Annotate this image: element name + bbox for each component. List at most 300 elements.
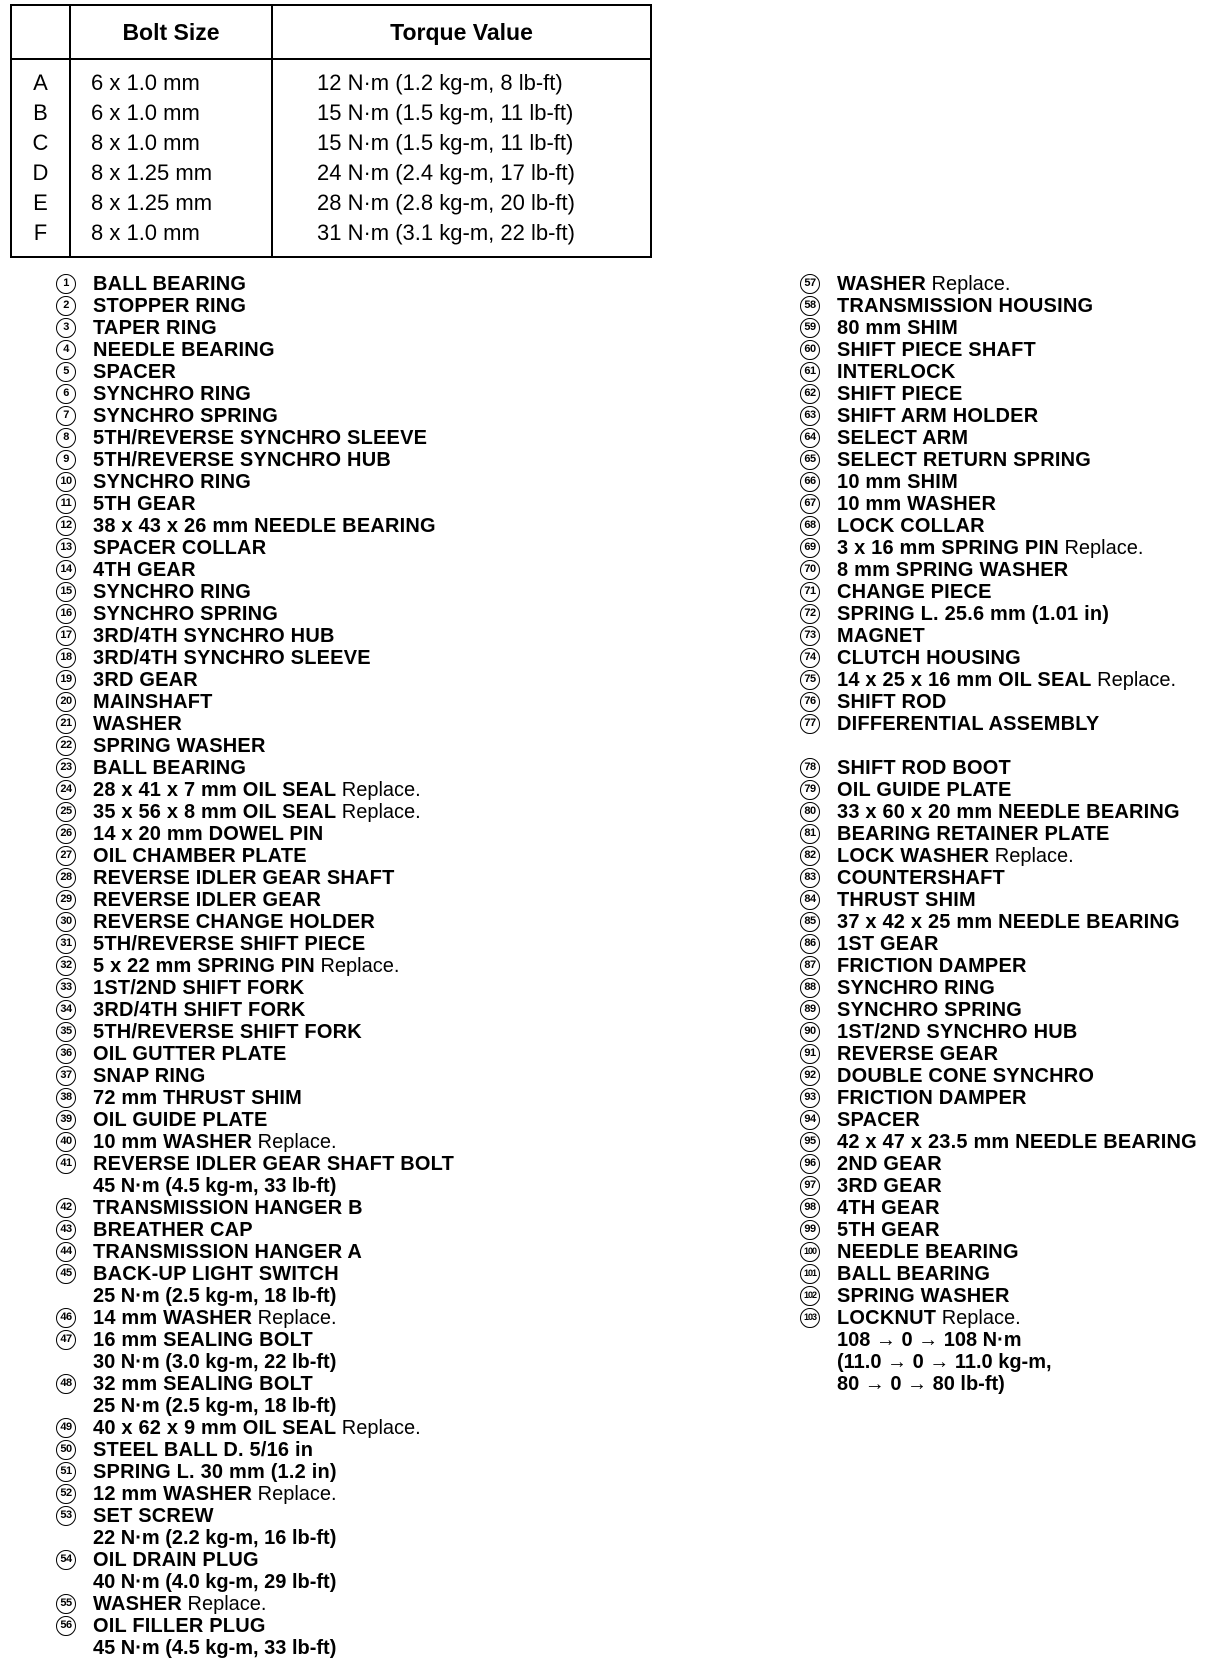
part-name: 3RD GEAR xyxy=(837,1175,942,1197)
part-name: SELECT RETURN SPRING xyxy=(837,449,1092,471)
torque-value-cell: 24 N·m (2.4 kg-m, 17 lb-ft) xyxy=(272,158,651,188)
list-item xyxy=(800,757,1216,779)
circled-number-icon: 7 xyxy=(56,406,76,426)
part-name: 5TH/REVERSE SHIFT PIECE xyxy=(93,933,366,955)
column-header-letter xyxy=(11,5,70,59)
circled-number-icon: 44 xyxy=(56,1242,76,1262)
part-name: SPACER xyxy=(837,1109,921,1131)
table-row xyxy=(11,218,651,257)
part-spec: 108 → 0 → 108 N·m xyxy=(837,1329,1022,1351)
bolt-size-cell: 8 x 1.0 mm xyxy=(70,218,272,257)
part-name: BACK-UP LIGHT SWITCH xyxy=(93,1263,339,1285)
list-item xyxy=(56,405,616,427)
list-item xyxy=(56,1065,616,1087)
part-spec: 45 N·m (4.5 kg-m, 33 lb-ft) xyxy=(93,1175,337,1197)
part-note: Replace. xyxy=(320,955,400,977)
list-item xyxy=(56,1307,616,1329)
circled-number-icon: 63 xyxy=(800,406,820,426)
part-name: OIL DRAIN PLUG xyxy=(93,1549,259,1571)
part-name: 3RD/4TH SYNCHRO SLEEVE xyxy=(93,647,371,669)
circled-number-icon: 84 xyxy=(800,890,820,910)
part-name: TRANSMISSION HOUSING xyxy=(837,295,1094,317)
column-header-torque-value: Torque Value xyxy=(272,5,651,59)
part-name: TRANSMISSION HANGER A xyxy=(93,1241,363,1263)
circled-number-icon: 102 xyxy=(800,1286,820,1306)
circled-number-icon: 95 xyxy=(800,1132,820,1152)
circled-number-icon: 33 xyxy=(56,978,76,998)
list-item xyxy=(800,669,1216,691)
list-item xyxy=(56,1021,616,1043)
circled-number-icon: 37 xyxy=(56,1066,76,1086)
circled-number-icon: 81 xyxy=(800,824,820,844)
list-item xyxy=(800,471,1216,493)
list-item xyxy=(56,1263,616,1307)
part-name: 5TH GEAR xyxy=(837,1219,940,1241)
part-name: 1ST/2ND SYNCHRO HUB xyxy=(837,1021,1078,1043)
list-item xyxy=(800,1087,1216,1109)
part-name: SYNCHRO RING xyxy=(837,977,995,999)
circled-number-icon: 45 xyxy=(56,1264,76,1284)
row-letter: D xyxy=(32,160,49,185)
list-item xyxy=(800,1197,1216,1219)
list-item xyxy=(56,1197,616,1219)
part-name: 5TH/REVERSE SYNCHRO SLEEVE xyxy=(93,427,428,449)
torque-value-cell: 28 N·m (2.8 kg-m, 20 lb-ft) xyxy=(272,188,651,218)
part-name: REVERSE IDLER GEAR SHAFT BOLT xyxy=(93,1153,455,1175)
part-name: TRANSMISSION HANGER B xyxy=(93,1197,363,1219)
torque-value-cell: 15 N·m (1.5 kg-m, 11 lb-ft) xyxy=(272,128,651,158)
list-item xyxy=(800,537,1216,559)
bolt-size-cell: 8 x 1.25 mm xyxy=(70,158,272,188)
circled-number-icon: 97 xyxy=(800,1176,820,1196)
part-name: 2ND GEAR xyxy=(837,1153,942,1175)
circled-number-icon: 39 xyxy=(56,1110,76,1130)
circled-number-icon: 60 xyxy=(800,340,820,360)
circled-number-icon: 85 xyxy=(800,912,820,932)
list-item xyxy=(56,977,616,999)
circled-number-icon: 54 xyxy=(56,1550,76,1570)
list-item xyxy=(56,845,616,867)
parts-list-left xyxy=(56,273,616,1659)
list-item xyxy=(56,1373,616,1417)
part-name: SPACER COLLAR xyxy=(93,537,267,559)
circled-number-icon: 67 xyxy=(800,494,820,514)
circled-number-icon: 40 xyxy=(56,1132,76,1152)
part-name: OIL GUIDE PLATE xyxy=(93,1109,268,1131)
list-item xyxy=(800,713,1216,735)
part-name: 14 x 20 mm DOWEL PIN xyxy=(93,823,324,845)
list-item xyxy=(56,581,616,603)
list-item xyxy=(800,625,1216,647)
part-name: REVERSE IDLER GEAR SHAFT xyxy=(93,867,395,889)
list-item xyxy=(56,1241,616,1263)
list-item xyxy=(800,691,1216,713)
circled-number-icon: 68 xyxy=(800,516,820,536)
part-name: 10 mm SHIM xyxy=(837,471,958,493)
part-name: 1ST/2ND SHIFT FORK xyxy=(93,977,305,999)
circled-number-icon: 49 xyxy=(56,1418,76,1438)
list-item xyxy=(800,581,1216,603)
table-body xyxy=(11,59,651,257)
circled-number-icon: 27 xyxy=(56,846,76,866)
part-name: 5TH/REVERSE SYNCHRO HUB xyxy=(93,449,391,471)
list-item xyxy=(56,493,616,515)
part-note: Replace. xyxy=(341,1417,421,1439)
list-item xyxy=(56,735,616,757)
part-name: COUNTERSHAFT xyxy=(837,867,1005,889)
list-item xyxy=(56,1109,616,1131)
part-name: MAINSHAFT xyxy=(93,691,213,713)
circled-number-icon: 50 xyxy=(56,1440,76,1460)
circled-number-icon: 42 xyxy=(56,1198,76,1218)
part-spec: 45 N·m (4.5 kg-m, 33 lb-ft) xyxy=(93,1637,337,1659)
torque-value-cell: 15 N·m (1.5 kg-m, 11 lb-ft) xyxy=(272,98,651,128)
circled-number-icon: 51 xyxy=(56,1462,76,1482)
list-item xyxy=(56,339,616,361)
circled-number-icon: 92 xyxy=(800,1066,820,1086)
list-item xyxy=(56,449,616,471)
circled-number-icon: 15 xyxy=(56,582,76,602)
circled-number-icon: 11 xyxy=(56,494,76,514)
circled-number-icon: 12 xyxy=(56,516,76,536)
list-item xyxy=(56,933,616,955)
table-row xyxy=(11,158,651,188)
circled-number-icon: 34 xyxy=(56,1000,76,1020)
list-item xyxy=(800,493,1216,515)
list-item xyxy=(800,317,1216,339)
part-note: Replace. xyxy=(341,801,421,823)
list-item xyxy=(800,273,1216,295)
part-note: Replace. xyxy=(931,273,1011,295)
torque-value-cell: 12 N·m (1.2 kg-m, 8 lb-ft) xyxy=(272,59,651,98)
circled-number-icon: 17 xyxy=(56,626,76,646)
part-name: NEEDLE BEARING xyxy=(837,1241,1019,1263)
circled-number-icon: 73 xyxy=(800,626,820,646)
circled-number-icon: 4 xyxy=(56,340,76,360)
part-name: REVERSE CHANGE HOLDER xyxy=(93,911,376,933)
part-name: OIL GUIDE PLATE xyxy=(837,779,1012,801)
part-name: SPRING L. 25.6 mm (1.01 in) xyxy=(837,603,1110,625)
part-spec: 80 → 0 → 80 lb-ft) xyxy=(837,1373,1005,1395)
list-item xyxy=(800,1285,1216,1307)
part-name: FRICTION DAMPER xyxy=(837,1087,1027,1109)
list-item xyxy=(56,1043,616,1065)
list-item xyxy=(56,1439,616,1461)
list-item xyxy=(800,1021,1216,1043)
part-name: SPACER xyxy=(93,361,177,383)
circled-number-icon: 55 xyxy=(56,1594,76,1614)
list-item xyxy=(800,647,1216,669)
list-item xyxy=(56,559,616,581)
circled-number-icon: 26 xyxy=(56,824,76,844)
list-item xyxy=(56,1087,616,1109)
part-name: SHIFT PIECE SHAFT xyxy=(837,339,1036,361)
circled-number-icon: 8 xyxy=(56,428,76,448)
circled-number-icon: 21 xyxy=(56,714,76,734)
circled-number-icon: 16 xyxy=(56,604,76,624)
circled-number-icon: 76 xyxy=(800,692,820,712)
circled-number-icon: 75 xyxy=(800,670,820,690)
list-item xyxy=(800,955,1216,977)
circled-number-icon: 66 xyxy=(800,472,820,492)
circled-number-icon: 30 xyxy=(56,912,76,932)
table-row xyxy=(11,98,651,128)
part-name: 4TH GEAR xyxy=(93,559,196,581)
circled-number-icon: 1 xyxy=(56,274,76,294)
circled-number-icon: 23 xyxy=(56,758,76,778)
circled-number-icon: 18 xyxy=(56,648,76,668)
part-name: REVERSE IDLER GEAR xyxy=(93,889,322,911)
circled-number-icon: 5 xyxy=(56,362,76,382)
circled-number-icon: 31 xyxy=(56,934,76,954)
list-item xyxy=(800,1153,1216,1175)
part-name: WASHER xyxy=(93,1593,182,1615)
part-note: Replace. xyxy=(1064,537,1144,559)
part-note: Replace. xyxy=(994,845,1074,867)
part-name: 72 mm THRUST SHIM xyxy=(93,1087,302,1109)
part-spec: 40 N·m (4.0 kg-m, 29 lb-ft) xyxy=(93,1571,337,1593)
circled-number-icon: 20 xyxy=(56,692,76,712)
part-name: BALL BEARING xyxy=(93,757,247,779)
list-item xyxy=(56,801,616,823)
list-item xyxy=(56,1593,616,1615)
circled-number-icon: 36 xyxy=(56,1044,76,1064)
part-name: 5 x 22 mm SPRING PIN xyxy=(93,955,315,977)
row-letter: A xyxy=(33,70,48,95)
part-name: SNAP RING xyxy=(93,1065,206,1087)
circled-number-icon: 35 xyxy=(56,1022,76,1042)
list-item xyxy=(800,603,1216,625)
list-item xyxy=(56,295,616,317)
list-item xyxy=(800,1043,1216,1065)
part-spec: (11.0 → 0 → 11.0 kg-m, xyxy=(837,1351,1052,1373)
list-item xyxy=(56,1131,616,1153)
list-item xyxy=(800,845,1216,867)
part-name: BALL BEARING xyxy=(93,273,247,295)
list-item xyxy=(800,1263,1216,1285)
list-item xyxy=(800,1175,1216,1197)
part-spec: 22 N·m (2.2 kg-m, 16 lb-ft) xyxy=(93,1527,337,1549)
list-item xyxy=(800,823,1216,845)
part-name: WASHER xyxy=(837,273,926,295)
part-name: LOCK WASHER xyxy=(837,845,990,867)
table-row xyxy=(11,59,651,98)
circled-number-icon: 28 xyxy=(56,868,76,888)
part-name: 10 mm WASHER xyxy=(93,1131,253,1153)
part-name: NEEDLE BEARING xyxy=(93,339,275,361)
table-header-row xyxy=(11,5,651,59)
part-name: 3RD GEAR xyxy=(93,669,198,691)
circled-number-icon: 14 xyxy=(56,560,76,580)
list-item xyxy=(56,1505,616,1549)
table-row xyxy=(11,188,651,218)
part-name: OIL GUTTER PLATE xyxy=(93,1043,287,1065)
list-item xyxy=(56,1417,616,1439)
list-item xyxy=(56,955,616,977)
circled-number-icon: 90 xyxy=(800,1022,820,1042)
torque-table xyxy=(10,4,652,258)
list-item xyxy=(56,647,616,669)
part-name: CLUTCH HOUSING xyxy=(837,647,1021,669)
circled-number-icon: 69 xyxy=(800,538,820,558)
part-name: 3RD/4TH SYNCHRO HUB xyxy=(93,625,335,647)
part-name: BEARING RETAINER PLATE xyxy=(837,823,1110,845)
part-name: OIL CHAMBER PLATE xyxy=(93,845,307,867)
circled-number-icon: 2 xyxy=(56,296,76,316)
part-name: 33 x 60 x 20 mm NEEDLE BEARING xyxy=(837,801,1180,823)
circled-number-icon: 78 xyxy=(800,758,820,778)
circled-number-icon: 53 xyxy=(56,1506,76,1526)
part-name: INTERLOCK xyxy=(837,361,956,383)
part-name: SYNCHRO RING xyxy=(93,383,251,405)
circled-number-icon: 9 xyxy=(56,450,76,470)
circled-number-icon: 100 xyxy=(800,1242,820,1262)
list-item xyxy=(800,801,1216,823)
list-item xyxy=(56,757,616,779)
list-item xyxy=(56,1615,616,1659)
circled-number-icon: 38 xyxy=(56,1088,76,1108)
circled-number-icon: 22 xyxy=(56,736,76,756)
circled-number-icon: 48 xyxy=(56,1374,76,1394)
circled-number-icon: 29 xyxy=(56,890,76,910)
circled-number-icon: 64 xyxy=(800,428,820,448)
circled-number-icon: 25 xyxy=(56,802,76,822)
part-name: 80 mm SHIM xyxy=(837,317,958,339)
list-item xyxy=(56,273,616,295)
list-item xyxy=(800,295,1216,317)
bolt-size-cell: 6 x 1.0 mm xyxy=(70,98,272,128)
list-item xyxy=(56,317,616,339)
circled-number-icon: 24 xyxy=(56,780,76,800)
part-name: SHIFT ARM HOLDER xyxy=(837,405,1039,427)
row-letter: F xyxy=(33,220,48,245)
part-name: 42 x 47 x 23.5 mm NEEDLE BEARING xyxy=(837,1131,1197,1153)
list-item xyxy=(56,713,616,735)
part-spec: 30 N·m (3.0 kg-m, 22 lb-ft) xyxy=(93,1351,337,1373)
list-item xyxy=(56,669,616,691)
part-name: CHANGE PIECE xyxy=(837,581,992,603)
list-item xyxy=(800,911,1216,933)
part-name: 37 x 42 x 25 mm NEEDLE BEARING xyxy=(837,911,1180,933)
list-item xyxy=(800,405,1216,427)
list-item xyxy=(56,361,616,383)
bolt-size-cell: 8 x 1.25 mm xyxy=(70,188,272,218)
bolt-size-cell: 6 x 1.0 mm xyxy=(70,59,272,98)
part-name: REVERSE GEAR xyxy=(837,1043,999,1065)
list-item xyxy=(56,823,616,845)
list-item xyxy=(56,1329,616,1373)
part-name: SPRING WASHER xyxy=(93,735,266,757)
list-item xyxy=(56,867,616,889)
list-item xyxy=(800,515,1216,537)
part-name: SYNCHRO RING xyxy=(93,471,251,493)
part-note: Replace. xyxy=(187,1593,267,1615)
list-item xyxy=(56,603,616,625)
bolt-size-cell: 8 x 1.0 mm xyxy=(70,128,272,158)
row-letter: E xyxy=(33,190,48,215)
list-item xyxy=(56,1153,616,1197)
part-name: SYNCHRO SPRING xyxy=(93,603,279,625)
circled-number-icon: 91 xyxy=(800,1044,820,1064)
part-note: Replace. xyxy=(257,1131,337,1153)
circled-number-icon: 56 xyxy=(56,1616,76,1636)
part-name: 3RD/4TH SHIFT FORK xyxy=(93,999,306,1021)
part-name: SYNCHRO SPRING xyxy=(837,999,1023,1021)
list-item xyxy=(56,1461,616,1483)
circled-number-icon: 79 xyxy=(800,780,820,800)
part-name: LOCKNUT xyxy=(837,1307,937,1329)
list-item xyxy=(800,999,1216,1021)
list-item xyxy=(56,537,616,559)
part-name: MAGNET xyxy=(837,625,925,647)
part-note: Replace. xyxy=(1097,669,1177,691)
list-item xyxy=(56,889,616,911)
parts-list-right xyxy=(800,273,1216,1395)
row-letter: B xyxy=(33,100,48,125)
circled-number-icon: 74 xyxy=(800,648,820,668)
part-note: Replace. xyxy=(941,1307,1021,1329)
part-name: 12 mm WASHER xyxy=(93,1483,253,1505)
part-note: Replace. xyxy=(257,1307,337,1329)
part-name: DIFFERENTIAL ASSEMBLY xyxy=(837,713,1100,735)
part-name: WASHER xyxy=(93,713,182,735)
circled-number-icon: 57 xyxy=(800,274,820,294)
part-name: THRUST SHIM xyxy=(837,889,976,911)
part-name: 40 x 62 x 9 mm OIL SEAL xyxy=(93,1417,337,1439)
list-item xyxy=(56,515,616,537)
part-name: SHIFT PIECE xyxy=(837,383,963,405)
list-item xyxy=(800,889,1216,911)
circled-number-icon: 61 xyxy=(800,362,820,382)
circled-number-icon: 72 xyxy=(800,604,820,624)
part-name: SPRING L. 30 mm (1.2 in) xyxy=(93,1461,337,1483)
list-item xyxy=(800,449,1216,471)
circled-number-icon: 47 xyxy=(56,1330,76,1350)
list-item xyxy=(800,1219,1216,1241)
circled-number-icon: 71 xyxy=(800,582,820,602)
part-name: BREATHER CAP xyxy=(93,1219,253,1241)
part-name: 5TH/REVERSE SHIFT FORK xyxy=(93,1021,362,1043)
list-item xyxy=(56,383,616,405)
list-item xyxy=(56,427,616,449)
circled-number-icon: 83 xyxy=(800,868,820,888)
part-name: SHIFT ROD xyxy=(837,691,947,713)
row-letter: C xyxy=(32,130,49,155)
list-item xyxy=(56,779,616,801)
circled-number-icon: 62 xyxy=(800,384,820,404)
list-item xyxy=(800,361,1216,383)
part-name: BALL BEARING xyxy=(837,1263,991,1285)
part-name: SET SCREW xyxy=(93,1505,214,1527)
list-item xyxy=(800,1131,1216,1153)
list-item xyxy=(56,1549,616,1593)
part-spec: 25 N·m (2.5 kg-m, 18 lb-ft) xyxy=(93,1395,337,1417)
circled-number-icon: 41 xyxy=(56,1154,76,1174)
circled-number-icon: 89 xyxy=(800,1000,820,1020)
list-item xyxy=(800,977,1216,999)
circled-number-icon: 77 xyxy=(800,714,820,734)
circled-number-icon: 87 xyxy=(800,956,820,976)
circled-number-icon: 94 xyxy=(800,1110,820,1130)
part-name: SYNCHRO RING xyxy=(93,581,251,603)
list-item xyxy=(800,559,1216,581)
circled-number-icon: 3 xyxy=(56,318,76,338)
list-item xyxy=(800,1307,1216,1395)
list-item xyxy=(800,867,1216,889)
circled-number-icon: 6 xyxy=(56,384,76,404)
circled-number-icon: 59 xyxy=(800,318,820,338)
part-name: SHIFT ROD BOOT xyxy=(837,757,1011,779)
